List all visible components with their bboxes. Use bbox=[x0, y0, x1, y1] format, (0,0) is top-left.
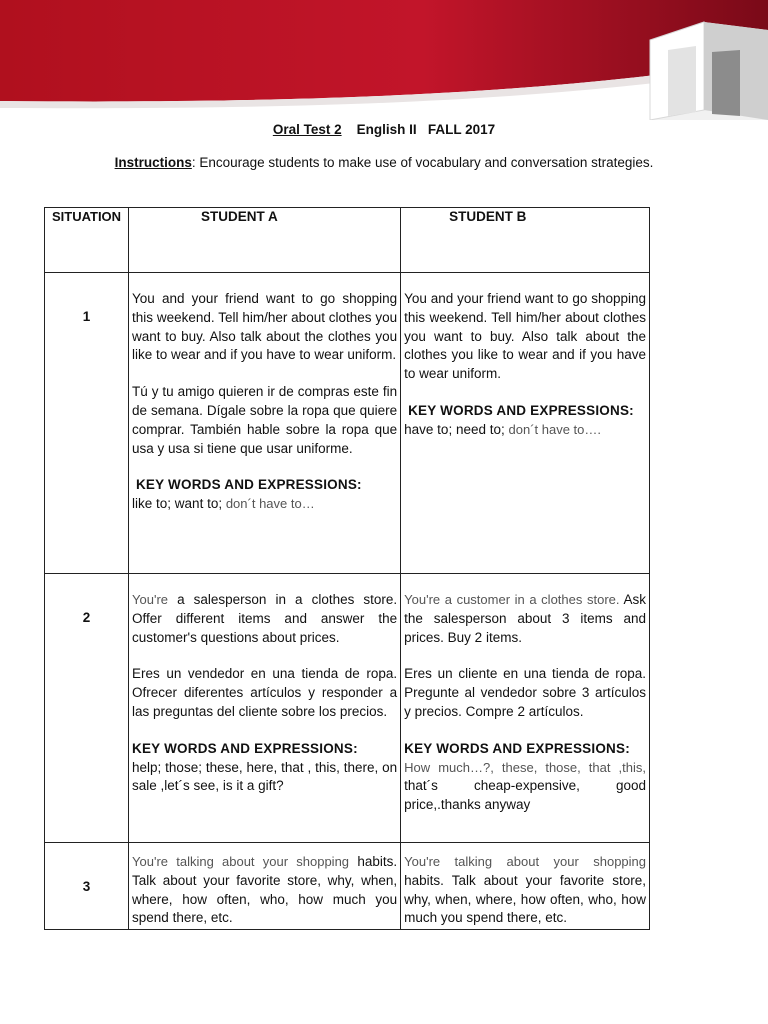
situation-number: 2 bbox=[45, 574, 129, 843]
student-a-spanish: Eres un vendedor en una tienda de ropa. Ofrecer diferentes artículos y responder a las preguntas del cliente sobre los precios. bbox=[132, 666, 398, 719]
table-row bbox=[45, 574, 650, 843]
header-student-a: STUDENT A bbox=[129, 208, 401, 273]
student-a-cell bbox=[129, 843, 401, 930]
student-a-english: You're talking about your shopping habits. Talk about your favorite store, why, when, where, how often, who, how much you spend there, etc. bbox=[132, 854, 398, 926]
student-b-cell bbox=[401, 843, 650, 930]
instructions-label: Instructions bbox=[114, 155, 192, 170]
student-a-cell bbox=[129, 273, 401, 574]
student-b-english: You and your friend want to go shopping this weekend. Tell him/her about clothes you want to buy. Also talk about the clothes you like to wear and if you have to wear uniform. bbox=[404, 291, 646, 382]
student-a-english: You and your friend want to go shopping this weekend. Tell him/her about clothes you want to buy. Also talk about the clothes you like to wear and if you have to wear uniform. bbox=[132, 291, 398, 363]
student-b-english: You're talking about your shopping habits. Talk about your favorite store, why, when, where, how often, who, how much you spend there, etc. bbox=[404, 854, 646, 926]
key-words-text: have to; need to; don´t have to…. bbox=[404, 421, 601, 437]
building-logo-icon bbox=[650, 22, 768, 120]
key-words-text: help; those; these, here, that , this, there, on sale ,let´s see, is it a gift? bbox=[132, 759, 398, 794]
table-row bbox=[45, 273, 650, 574]
key-words-text: How much…?, these, those, that ,this, that´s cheap-expensive, good price,.thanks anyway bbox=[404, 759, 646, 813]
key-words-label: KEY WORDS AND EXPRESSIONS: bbox=[132, 740, 358, 756]
situations-table bbox=[44, 207, 650, 930]
student-b-cell bbox=[401, 574, 650, 843]
instructions bbox=[0, 155, 768, 170]
header-situation: SITUATION bbox=[45, 208, 129, 273]
header-student-b: STUDENT B bbox=[401, 208, 650, 273]
student-b-english: You're a customer in a clothes store. Ask the salesperson about 3 items and prices. Buy 2 items. bbox=[404, 592, 647, 645]
key-words-label: KEY WORDS AND EXPRESSIONS: bbox=[135, 477, 362, 493]
instructions-text: : Encourage students to make use of vocabulary and conversation strategies. bbox=[191, 155, 654, 170]
situation-number: 3 bbox=[45, 843, 129, 930]
situation-number: 1 bbox=[45, 273, 129, 574]
key-words-label: KEY WORDS AND EXPRESSIONS: bbox=[408, 402, 634, 418]
student-b-cell bbox=[401, 273, 650, 574]
key-words-label: KEY WORDS AND EXPRESSIONS: bbox=[404, 740, 630, 756]
student-a-cell bbox=[129, 574, 401, 843]
student-a-english: You're a salesperson in a clothes store. Offer different items and answer the customer's questions about prices. bbox=[132, 592, 398, 645]
student-b-spanish: Eres un cliente en una tienda de ropa. Pregunte al vendedor sobre 3 artículos y precios. Compre 2 artículos. bbox=[404, 666, 646, 719]
key-words-text: like to; want to; don´t have to… bbox=[132, 496, 315, 512]
title-test-name: Oral Test 2 bbox=[272, 122, 342, 137]
student-a-spanish: Tú y tu amigo quieren ir de compras este fin de semana. Dígale sobre la ropa que quiere comprar. También hable sobre la ropa que usa y usa si tiene que usar uniforme. bbox=[132, 384, 398, 456]
document-title bbox=[0, 122, 768, 137]
header-banner bbox=[0, 0, 768, 120]
table-row bbox=[45, 843, 650, 930]
table-header-row bbox=[45, 208, 650, 273]
title-course: English II FALL 2017 bbox=[356, 122, 496, 137]
